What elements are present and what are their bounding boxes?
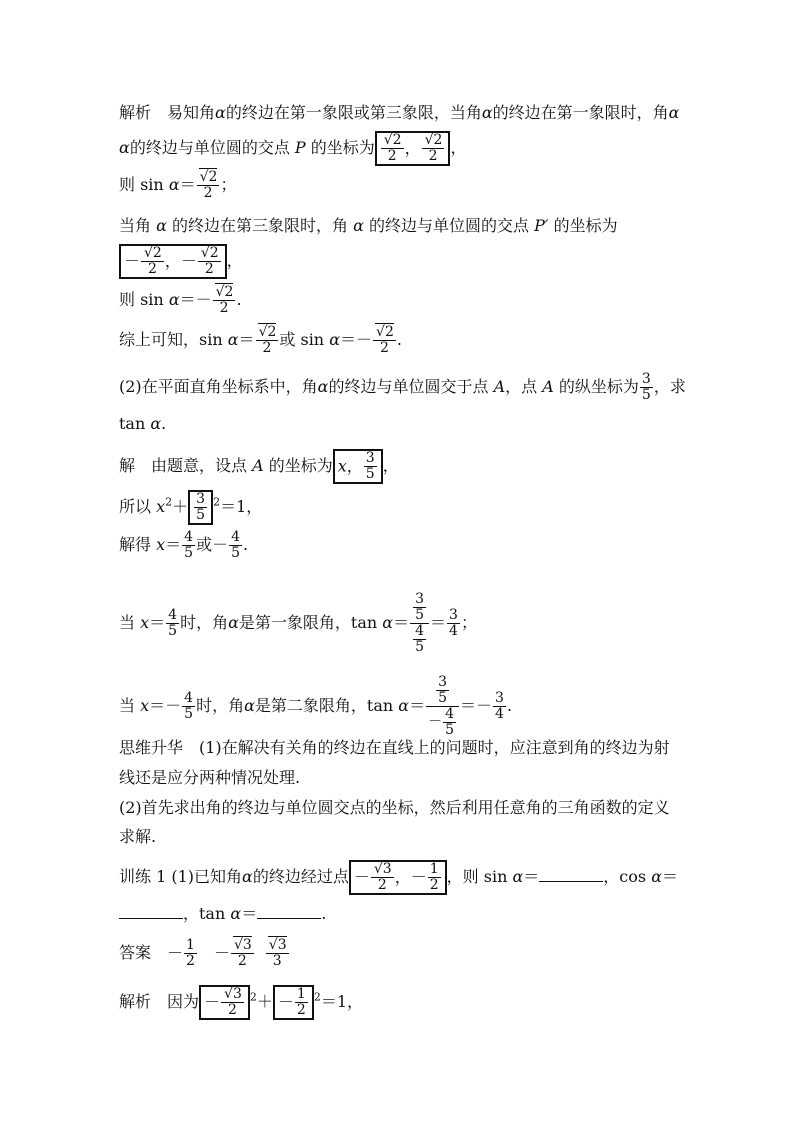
minus: － bbox=[180, 251, 197, 271]
numerator: √2 bbox=[215, 284, 234, 300]
solution-line-2 bbox=[119, 490, 262, 525]
separator: ， bbox=[164, 251, 181, 271]
fraction bbox=[221, 987, 244, 1018]
numerator: 4 bbox=[415, 623, 425, 639]
alpha: α bbox=[230, 904, 242, 923]
text: ＝ bbox=[149, 613, 166, 632]
variable-x: x bbox=[140, 696, 150, 715]
denominator: 2 bbox=[203, 185, 213, 201]
alpha: α bbox=[382, 613, 394, 632]
fraction bbox=[364, 451, 377, 482]
coordinate-bracket bbox=[349, 860, 447, 895]
numerator: √3 bbox=[233, 937, 252, 953]
numerator: 4 bbox=[445, 706, 455, 722]
text: 或－ bbox=[196, 535, 229, 554]
point-p: P bbox=[294, 138, 306, 157]
alpha: α bbox=[150, 414, 162, 433]
denominator: 2 bbox=[429, 877, 439, 893]
exponent: 2 bbox=[213, 495, 221, 509]
text: ， bbox=[450, 138, 467, 157]
text: ＝ bbox=[241, 904, 258, 923]
fraction bbox=[443, 707, 456, 738]
fraction-bracket bbox=[188, 490, 213, 525]
point-a: A bbox=[493, 377, 506, 396]
fraction bbox=[213, 285, 236, 316]
fraction bbox=[182, 691, 195, 722]
denominator: 4 bbox=[449, 623, 458, 639]
denominator: 5 bbox=[415, 607, 425, 623]
separator: ， bbox=[394, 867, 411, 887]
denominator: 2 bbox=[219, 300, 229, 316]
denominator: 5 bbox=[168, 623, 178, 639]
fraction bbox=[381, 133, 404, 164]
text: ＝ bbox=[409, 696, 426, 715]
alpha: α bbox=[481, 103, 493, 122]
fraction-bracket bbox=[199, 985, 250, 1020]
numerator: √3 bbox=[373, 861, 392, 877]
answer-blank-sin bbox=[539, 867, 603, 882]
text: 的坐标为 bbox=[263, 456, 333, 475]
summary-line-1 bbox=[119, 737, 670, 759]
fraction bbox=[493, 691, 506, 722]
question-2-line-1 bbox=[119, 372, 686, 403]
fraction bbox=[182, 530, 195, 561]
text: ＝ bbox=[165, 535, 182, 554]
fraction bbox=[184, 938, 197, 969]
text: 的终边在第一象限时，角 bbox=[492, 103, 669, 122]
text: (2)在平面直角坐标系中，角 bbox=[119, 377, 318, 396]
numerator: √3 bbox=[224, 986, 242, 1002]
alpha: α bbox=[512, 867, 524, 886]
alpha: α bbox=[242, 867, 253, 886]
alpha: α bbox=[329, 330, 341, 349]
analysis-line-4 bbox=[119, 215, 618, 237]
denominator: 5 bbox=[365, 466, 375, 482]
summary-line-2 bbox=[119, 767, 300, 789]
text: 的终边经过点 bbox=[252, 867, 349, 886]
denominator: 2 bbox=[379, 340, 389, 356]
text: . bbox=[396, 330, 402, 349]
text: 所以 bbox=[119, 497, 157, 516]
solution-line-1 bbox=[119, 449, 399, 484]
answer-line bbox=[119, 938, 290, 969]
complex-fraction bbox=[410, 592, 429, 655]
denominator: 2 bbox=[387, 148, 397, 164]
fraction bbox=[447, 608, 460, 639]
denominator: 3 bbox=[272, 953, 282, 969]
solution-line-5 bbox=[119, 675, 512, 738]
text: 线还是应分两种情况处理. bbox=[119, 768, 301, 787]
text: 的终边在第三象限时，角 bbox=[166, 216, 354, 235]
text: ＋ bbox=[172, 497, 189, 516]
text: ＝ bbox=[393, 613, 410, 632]
numerator: √2 bbox=[383, 132, 402, 148]
denominator: 5 bbox=[231, 545, 240, 561]
alpha: α bbox=[215, 103, 226, 122]
minus: － bbox=[167, 943, 184, 963]
text: 则 sin bbox=[119, 175, 169, 194]
numerator: 3 bbox=[495, 690, 504, 706]
text: 是第二象限角，tan bbox=[254, 696, 399, 715]
alpha: α bbox=[168, 175, 180, 194]
denominator: 2 bbox=[262, 340, 272, 356]
minus: － bbox=[410, 867, 427, 887]
fraction bbox=[640, 372, 653, 403]
text: ＝－ bbox=[460, 696, 493, 715]
complex-fraction bbox=[426, 675, 459, 738]
denominator: 2 bbox=[377, 877, 387, 893]
denominator: 2 bbox=[204, 261, 214, 277]
analysis-line-1 bbox=[119, 102, 679, 124]
alpha: α bbox=[156, 216, 167, 235]
alpha: α bbox=[244, 696, 255, 715]
alpha: α bbox=[398, 696, 410, 715]
alpha: α bbox=[353, 216, 364, 235]
denominator: 5 bbox=[184, 545, 194, 561]
numerator: √2 bbox=[258, 324, 277, 340]
text: 思维升华 (1)在解决有关角的终边在直线上的问题时，应注意到角的终边为射 bbox=[119, 738, 670, 757]
fraction bbox=[194, 492, 207, 523]
minus: － bbox=[204, 992, 221, 1012]
summary-line-3 bbox=[119, 797, 670, 819]
minus: － bbox=[277, 992, 294, 1012]
text: 的坐标为 bbox=[305, 138, 375, 157]
text: (2)首先求出角的终边与单位圆交点的坐标，然后利用任意角的三角函数的定义 bbox=[119, 798, 670, 817]
minus: － bbox=[428, 714, 443, 730]
numerator: 1 bbox=[296, 986, 306, 1002]
variable-x: x bbox=[156, 497, 166, 516]
fraction bbox=[141, 246, 164, 277]
numerator: 3 bbox=[449, 607, 458, 623]
fraction bbox=[256, 325, 279, 356]
text: 或 sin bbox=[279, 330, 330, 349]
denominator: 5 bbox=[184, 706, 194, 722]
fraction bbox=[197, 170, 220, 201]
minus: － bbox=[213, 943, 230, 963]
numerator: √2 bbox=[144, 245, 162, 261]
denominator: 2 bbox=[237, 953, 247, 969]
text: . bbox=[161, 414, 167, 433]
text: ，点 bbox=[505, 377, 543, 396]
denominator: 5 bbox=[415, 639, 425, 655]
fraction bbox=[422, 133, 445, 164]
text: ＋ bbox=[256, 992, 273, 1011]
text: 当 bbox=[119, 696, 141, 715]
separator: ， bbox=[346, 456, 363, 476]
analysis-line-6 bbox=[119, 285, 242, 316]
analysis-line-2 bbox=[119, 131, 466, 166]
fraction bbox=[295, 987, 308, 1018]
numerator: 1 bbox=[186, 937, 195, 953]
minus: － bbox=[124, 251, 141, 271]
denominator: 5 bbox=[438, 690, 448, 706]
text: 综上可知，sin bbox=[119, 330, 228, 349]
exponent: 2 bbox=[165, 495, 173, 509]
coordinate-bracket bbox=[119, 244, 227, 279]
numerator: 4 bbox=[184, 690, 194, 706]
analysis-final-line bbox=[119, 985, 363, 1020]
text: 当角 bbox=[119, 216, 157, 235]
text: . bbox=[236, 290, 242, 309]
variable-x: x bbox=[156, 535, 166, 554]
text: 解析 因为 bbox=[119, 992, 200, 1011]
point-a: A bbox=[542, 377, 554, 396]
text: ； bbox=[220, 175, 237, 194]
text: . bbox=[506, 696, 513, 715]
text: 的终边与单位圆的交点 bbox=[129, 138, 295, 157]
fraction-bracket bbox=[273, 985, 314, 1020]
fraction bbox=[436, 675, 449, 706]
text: 时，角 bbox=[196, 696, 245, 715]
summary-line-4 bbox=[119, 826, 156, 848]
text: ，求 bbox=[653, 377, 686, 396]
numerator: √2 bbox=[424, 132, 443, 148]
text: 是第一象限角，tan bbox=[238, 613, 383, 632]
text: ， bbox=[382, 456, 399, 475]
text: ＝ bbox=[662, 867, 679, 886]
text: 的终边与单位圆的交点 bbox=[363, 216, 535, 235]
numerator: 3 bbox=[365, 450, 375, 466]
text: ，tan bbox=[183, 904, 231, 923]
coordinate-bracket bbox=[375, 131, 451, 166]
text: 时，角 bbox=[180, 613, 229, 632]
analysis-line-7 bbox=[119, 325, 402, 356]
alpha: α bbox=[168, 290, 180, 309]
text: 训练 1 (1)已知角 bbox=[119, 867, 243, 886]
alpha: α bbox=[651, 867, 663, 886]
text: 答案 bbox=[119, 943, 168, 962]
point-a: A bbox=[252, 456, 264, 475]
text: ＝－ bbox=[149, 696, 182, 715]
denominator: 2 bbox=[147, 261, 157, 277]
text: ，则 sin bbox=[446, 867, 513, 886]
separator: ， bbox=[404, 138, 421, 158]
exercise-line-2 bbox=[119, 903, 326, 925]
alpha: α bbox=[668, 103, 680, 122]
text: ，cos bbox=[603, 867, 652, 886]
text: ＝ bbox=[523, 867, 540, 886]
denominator: 5 bbox=[641, 387, 651, 403]
exponent: 2 bbox=[249, 990, 257, 1004]
denominator: 5 bbox=[445, 722, 455, 738]
text: 当 bbox=[119, 613, 141, 632]
text: ＝－ bbox=[340, 330, 373, 349]
solution-line-4 bbox=[119, 592, 477, 655]
fraction bbox=[166, 608, 179, 639]
exercise-line-1 bbox=[119, 860, 678, 895]
fraction bbox=[428, 862, 441, 893]
fraction bbox=[371, 862, 394, 893]
numerator: 3 bbox=[415, 591, 425, 607]
denominator: 2 bbox=[227, 1002, 237, 1018]
denominator: 2 bbox=[186, 953, 195, 969]
denominator: 2 bbox=[296, 1002, 306, 1018]
text: 的坐标为 bbox=[548, 216, 618, 235]
text: ＝ bbox=[238, 330, 255, 349]
coordinate-bracket bbox=[333, 449, 383, 484]
fraction bbox=[229, 530, 242, 561]
text: 求解. bbox=[119, 827, 157, 846]
fraction bbox=[413, 624, 426, 655]
fraction bbox=[198, 246, 221, 277]
fraction bbox=[231, 938, 254, 969]
alpha: α bbox=[227, 330, 239, 349]
variable-x: x bbox=[337, 456, 347, 476]
text: . bbox=[321, 904, 327, 923]
numerator: 1 bbox=[429, 861, 439, 877]
text: . bbox=[243, 535, 249, 554]
question-2-line-2 bbox=[119, 413, 166, 435]
text: ＝ bbox=[179, 175, 196, 194]
text: ＝ bbox=[430, 613, 447, 632]
text: 的终边在第一象限或第三象限，当角 bbox=[225, 103, 482, 122]
numerator: 4 bbox=[231, 529, 240, 545]
numerator: 3 bbox=[196, 491, 206, 507]
denominator: 2 bbox=[428, 148, 438, 164]
text: ＝1， bbox=[220, 497, 263, 516]
alpha: α bbox=[228, 613, 239, 632]
variable-x: x bbox=[140, 613, 150, 632]
text: tan bbox=[119, 414, 151, 433]
numerator: √3 bbox=[268, 937, 287, 953]
exponent: 2 bbox=[313, 990, 321, 1004]
denominator: 4 bbox=[495, 706, 504, 722]
text: ； bbox=[460, 613, 477, 632]
text: ＝－ bbox=[179, 290, 212, 309]
text: ， bbox=[226, 251, 243, 270]
analysis-line-3 bbox=[119, 170, 236, 201]
text: 的终边与单位圆交于点 bbox=[328, 377, 494, 396]
text: 的纵坐标为 bbox=[553, 377, 639, 396]
numerator: 4 bbox=[184, 529, 194, 545]
answer-blank-tan bbox=[257, 904, 321, 919]
text: 解析 易知角 bbox=[119, 103, 216, 122]
numerator: √2 bbox=[200, 245, 219, 261]
analysis-line-5 bbox=[119, 244, 243, 279]
numerator: 4 bbox=[168, 607, 178, 623]
text: ＝1， bbox=[320, 992, 363, 1011]
numerator: 3 bbox=[438, 674, 448, 690]
fraction bbox=[266, 938, 289, 969]
answer-blank-cos bbox=[119, 904, 183, 919]
minus: － bbox=[353, 867, 370, 887]
text: 则 sin bbox=[119, 290, 169, 309]
numerator: 3 bbox=[641, 371, 651, 387]
point-p-prime: P′ bbox=[534, 216, 549, 235]
numerator: √2 bbox=[376, 324, 394, 340]
text: 解 由题意，设点 bbox=[119, 456, 253, 475]
solution-line-3 bbox=[119, 530, 248, 561]
alpha: α bbox=[317, 377, 329, 396]
denominator: 5 bbox=[196, 507, 206, 523]
numerator: √2 bbox=[199, 169, 218, 185]
text: 解得 bbox=[119, 535, 157, 554]
fraction bbox=[373, 325, 396, 356]
alpha: α bbox=[119, 138, 130, 157]
fraction bbox=[413, 592, 426, 623]
